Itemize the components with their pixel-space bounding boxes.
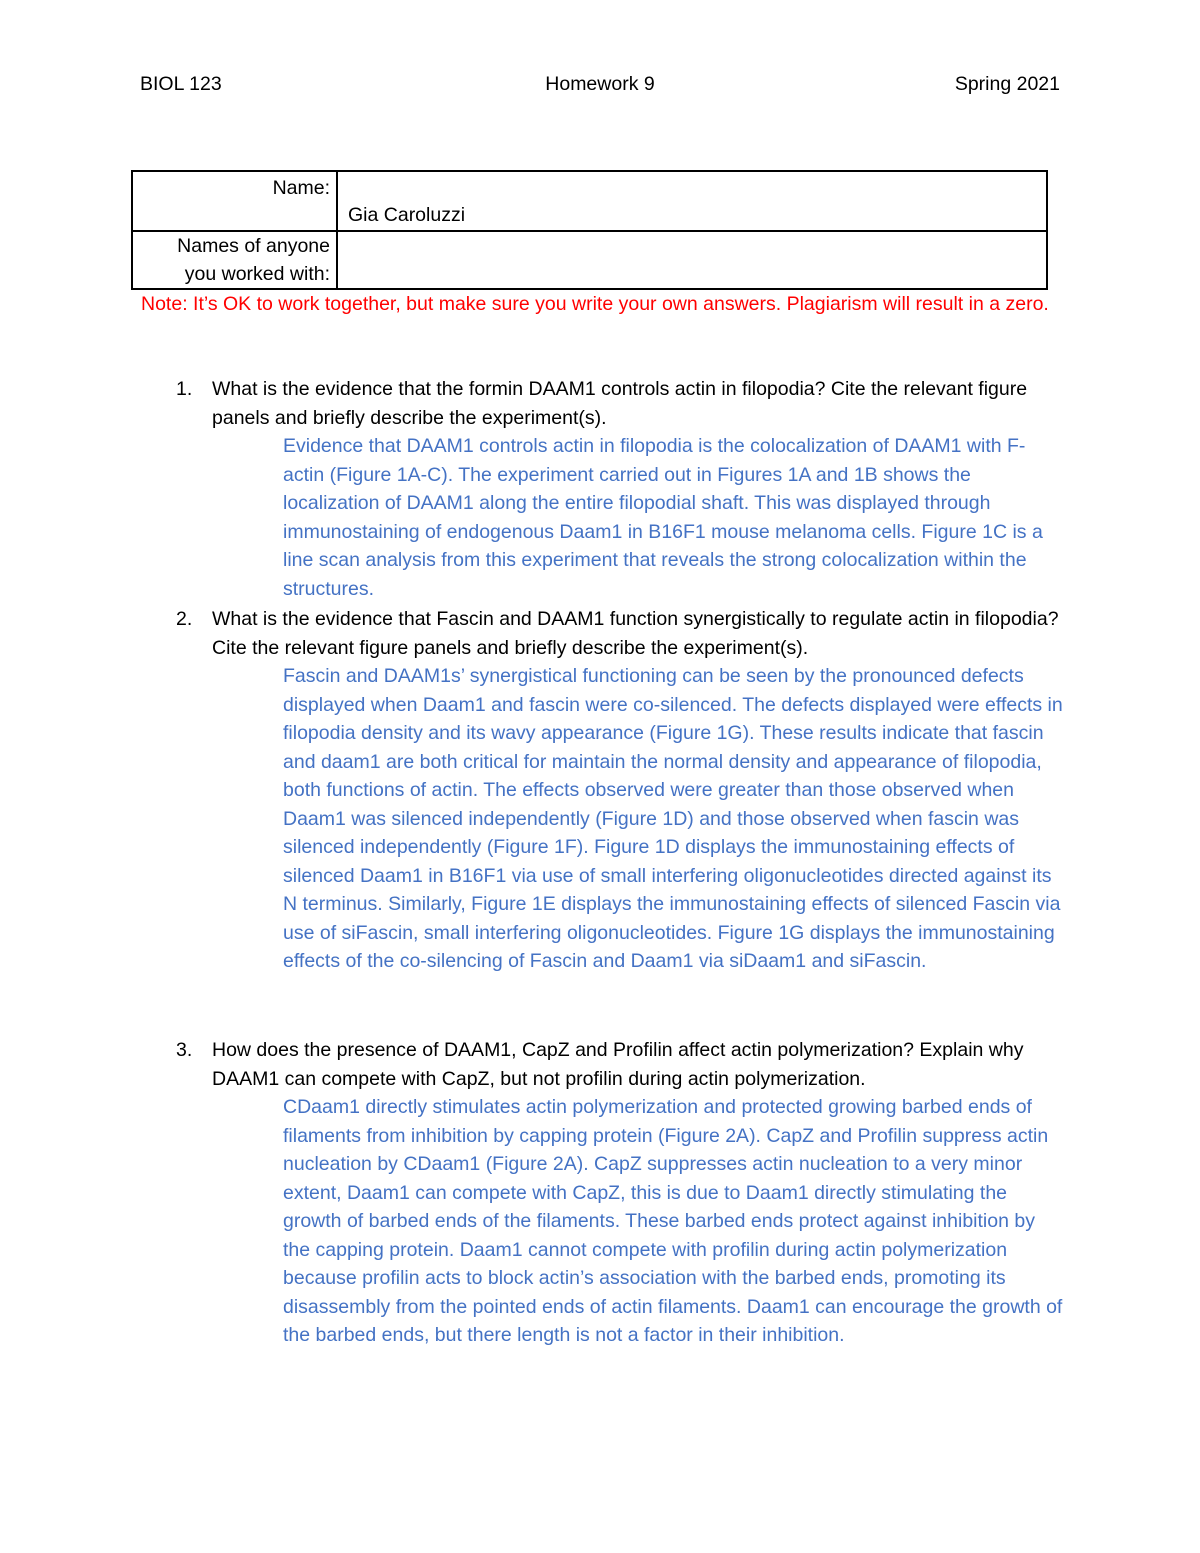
document-title: Homework 9 (545, 73, 655, 95)
answer-2: Fascin and DAAM1s’ synergistical functioning can be seen by the pronounced defects displayed when Daam1 and fascin were co-silenced. The defects displayed were effects in filopodia density and its wavy appearance (Figure 1G). These results indicate that fascin and daam1 are both critical for maintain the normal density and appearance of filopodia, both functions of actin. The effects observed were greater than those observed when Daam1 was silenced independently (Figure 1D) and those observed when fascin was silenced independently (Figure 1F). Figure 1D displays the immunostaining effects of silenced Daam1 in B16F1 via use of small interfering oligonucleotides directed against its N terminus. Similarly, Figure 1E displays the immunostaining effects of silenced Fascin via use of siFascin, small interfering oligonucleotides. Figure 1G displays the immunostaining effects of the co-silencing of Fascin and Daam1 via siDaam1 and siFascin. (283, 665, 1063, 972)
question-text: What is the evidence that the formin DAAM1 controls actin in filopodia? Cite the relevant figure panels and briefly describe the experiment(s). (212, 378, 1028, 429)
question-number: 2. (176, 608, 193, 630)
name-value: Gia Caroluzzi (348, 204, 466, 226)
worked-with-row (132, 231, 1047, 289)
question-block-2 (141, 605, 1071, 976)
student-info-table (131, 170, 1048, 290)
question-text: What is the evidence that Fascin and DAAM1 function synergistically to regulate actin in filopodia? Cite the relevant figure panels and briefly describe the experiment(s). (212, 608, 1059, 659)
term: Spring 2021 (954, 73, 1060, 95)
name-row (132, 171, 1047, 231)
page-header (140, 73, 1060, 101)
question-1 (141, 375, 1071, 432)
plagiarism-note: Note: It’s OK to work together, but make sure you write your own answers. Plagiarism will result in a zero. (141, 293, 1049, 315)
worked-with-label (132, 231, 337, 289)
answer-1: Evidence that DAAM1 controls actin in filopodia is the colocalization of DAAM1 with F-actin (Figure 1A-C). The experiment carried out in Figures 1A and 1B shows the localization of DAAM1 along the entire filopodial shaft. This was displayed through immunostaining of endogenous Daam1 in B16F1 mouse melanoma cells. Figure 1C is a line scan analysis from this experiment that reveals the strong colocalization within the structures. (283, 435, 1043, 600)
question-block-1 (141, 375, 1071, 603)
worked-with-label-line2: you worked with: (184, 263, 330, 285)
question-block-3 (141, 1036, 1071, 1350)
name-label: Name: (132, 171, 337, 231)
name-cell[interactable] (337, 171, 1047, 231)
answer-3: CDaam1 directly stimulates actin polymerization and protected growing barbed ends of filaments from inhibition by capping protein (Figure 2A). CapZ and Profilin suppress actin nucleation by CDaam1 (Figure 2A). CapZ suppresses actin nucleation to a very minor extent, Daam1 can compete with CapZ, this is due to Daam1 directly stimulating the growth of barbed ends of the filaments. These barbed ends protect against inhibition by the capping protein. Daam1 cannot compete with profilin during actin polymerization because profilin acts to block actin’s association with the barbed ends, promoting its disassembly from the pointed ends of actin filaments. Daam1 can encourage the growth of the barbed ends, but there length is not a factor in their inhibition. (283, 1096, 1063, 1346)
question-text: How does the presence of DAAM1, CapZ and Profilin affect actin polymerization? Explain why DAAM1 can compete with CapZ, but not profilin during actin polymerization. (212, 1039, 1024, 1090)
worked-with-label-line1: Names of anyone (177, 235, 330, 257)
question-3 (141, 1036, 1071, 1093)
course-code: BIOL 123 (140, 73, 222, 95)
question-2 (141, 605, 1071, 662)
worked-with-cell[interactable] (337, 231, 1047, 289)
question-number: 1. (176, 378, 193, 400)
question-number: 3. (176, 1039, 193, 1061)
